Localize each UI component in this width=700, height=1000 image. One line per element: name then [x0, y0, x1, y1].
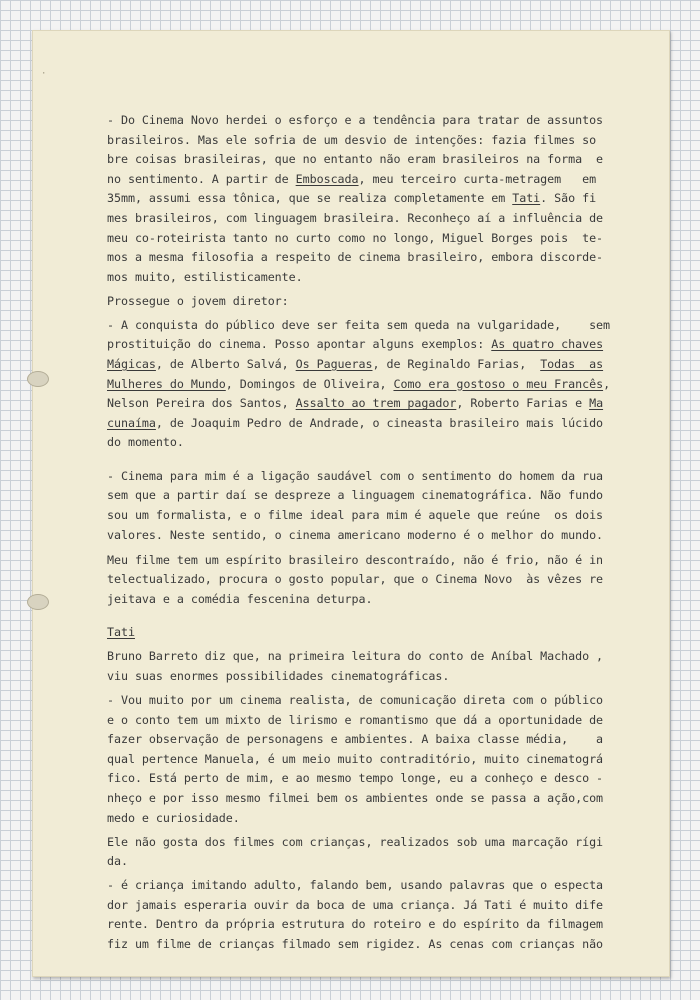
- text-run: 35mm, assumi essa tônica, que se realiza completamente em: [107, 191, 513, 206]
- text-line: [107, 316, 627, 336]
- text-run: dor jamais esperaria ouvir da boca de uma criança. Já Tati é muito dife: [107, 897, 604, 912]
- text-line: [107, 131, 627, 151]
- paragraph: [107, 833, 627, 872]
- text-line: [107, 248, 627, 268]
- text-run: Bruno Barreto diz que, na primeira leitura do conto de Aníbal Machado ,: [107, 649, 604, 664]
- text-line: [107, 268, 627, 288]
- text-line: [107, 570, 627, 590]
- text-run: meu co-roteirista tanto no curto como no longo, Miguel Borges pois te-: [107, 230, 604, 245]
- text-line: [107, 467, 627, 487]
- text-run: telectualizado, procura o gosto popular, que o Cinema Novo às vêzes re: [107, 572, 604, 587]
- text-run: nheço e por isso mesmo filmei bem os ambientes onde se passa a ação,com: [107, 790, 604, 805]
- text-line: [107, 876, 627, 896]
- paragraph: [107, 111, 627, 287]
- text-run: medo e curiosidade.: [107, 810, 240, 825]
- text-line: [107, 375, 627, 395]
- text-line: [107, 170, 627, 190]
- text-run: fico. Está perto de mim, e ao mesmo tempo longe, eu a conheço e desco -: [107, 771, 604, 786]
- text-run: e o conto tem um mixto de lirismo e romantismo que dá a oportunidade de: [107, 712, 604, 727]
- text-line: [107, 292, 627, 312]
- text-run: qual pertence Manuela, é um meio muito contraditório, muito cinematográ: [107, 751, 604, 766]
- text-run: prostituição do cinema. Posso apontar alguns exemplos:: [107, 337, 492, 352]
- underlined-title: Os Pagueras: [295, 356, 373, 371]
- text-run: viu suas enormes possibilidades cinematográficas.: [107, 669, 450, 683]
- text-run: brasileiros. Mas ele sofria de um desvio de intenções: fazia filmes so: [107, 132, 597, 147]
- punch-hole: [27, 371, 49, 387]
- text-run: bre coisas brasileiras, que no entanto não eram brasileiros na forma e: [107, 152, 604, 167]
- text-line: [107, 355, 627, 375]
- paragraph: [107, 876, 627, 954]
- text-run: - Do Cinema Novo herdei o esforço e a tendência para tratar de assuntos: [107, 113, 604, 127]
- underlined-title: Tati: [512, 191, 541, 206]
- text-run: - A conquista do público deve ser feita sem queda na vulgaridade, sem: [107, 317, 611, 332]
- text-line: [107, 526, 627, 546]
- text-line: [107, 667, 627, 687]
- section-heading: Tati: [107, 625, 135, 640]
- text-line: [107, 189, 627, 209]
- punch-hole: [27, 594, 49, 610]
- text-line: [107, 769, 627, 789]
- underlined-title: Assalto ao trem pagador: [295, 396, 457, 411]
- text-line: [107, 394, 627, 414]
- text-run: Nelson Pereira dos Santos,: [107, 396, 296, 411]
- text-run: fiz um filme de crianças filmado sem rigidez. As cenas com crianças não: [107, 936, 604, 951]
- corner-mark: ·: [41, 69, 47, 79]
- text-run: mos a mesma filosofia a respeito de cinema brasileiro, embora discorde-: [107, 250, 604, 265]
- text-run: mes brasileiros, com linguagem brasileira. Reconheço aí a influência de: [107, 210, 604, 225]
- text-run: sem que a partir daí se despreze a linguagem cinematográfica. Não fundo: [107, 488, 604, 503]
- text-run: Meu filme tem um espírito brasileiro descontraído, não é frio, não é in: [107, 552, 604, 567]
- paper-sheet: [32, 30, 670, 977]
- text-run: do momento.: [107, 435, 184, 450]
- text-run: fazer observação de personagens e ambientes. A baixa classe média, a: [107, 732, 604, 747]
- underlined-title: Ma: [589, 396, 604, 411]
- underlined-title: cunaíma: [107, 415, 156, 430]
- text-line: [107, 551, 627, 571]
- text-run: . São fi: [540, 191, 597, 206]
- text-run: , de Alberto Salvá,: [155, 356, 296, 371]
- paragraph: [107, 691, 627, 828]
- text-line: [107, 691, 627, 711]
- text-line: [107, 209, 627, 229]
- text-run: , de Joaquim Pedro de Andrade, o cineasta brasileiro mais lúcido: [155, 415, 604, 430]
- text-line: [107, 750, 627, 770]
- text-run: rente. Dentro da própria estrutura do roteiro e do espírito da filmagem: [107, 917, 604, 932]
- paragraph: [107, 647, 627, 686]
- typewritten-text: [107, 111, 627, 954]
- text-line: [107, 809, 627, 829]
- text-line: [107, 506, 627, 526]
- paragraph: [107, 292, 627, 312]
- text-run: sou um formalista, e o filme ideal para mim é aquele que reúne os dois: [107, 508, 604, 523]
- text-run: , de Reginaldo Farias,: [372, 356, 541, 371]
- text-run: Ele não gosta dos filmes com crianças, realizados sob uma marcação rígi: [107, 834, 604, 849]
- text-run: - Vou muito por um cinema realista, de comunicação direta com o público: [107, 692, 604, 707]
- text-line: [107, 935, 627, 955]
- text-run: - é criança imitando adulto, falando bem, usando palavras que o especta: [107, 878, 604, 893]
- text-line: [107, 896, 627, 916]
- underlined-title: Mágicas: [107, 356, 156, 371]
- text-run: jeitava e a comédia fescenina deturpa.: [107, 591, 373, 606]
- paragraph: [107, 316, 627, 453]
- underlined-title: Como era gostoso o meu Francês: [393, 376, 604, 391]
- text-line: [107, 789, 627, 809]
- text-line: [107, 730, 627, 750]
- underlined-title: Mulheres do Mundo: [107, 376, 226, 391]
- text-line: [107, 111, 627, 131]
- text-line: [107, 852, 627, 872]
- text-line: [107, 150, 627, 170]
- text-run: ,: [603, 376, 611, 391]
- text-run: no sentimento. A partir de: [107, 171, 296, 186]
- text-line: [107, 915, 627, 935]
- text-run: mos muito, estilisticamente.: [107, 269, 303, 284]
- underlined-title: Emboscada: [295, 171, 359, 186]
- text-run: Prossegue o jovem diretor:: [107, 293, 289, 308]
- paragraph: [107, 467, 627, 545]
- text-line: [107, 486, 627, 506]
- text-line: [107, 229, 627, 249]
- text-run: , Domingos de Oliveira,: [225, 376, 394, 391]
- underlined-title: Todas as: [540, 356, 604, 371]
- paragraph: [107, 551, 627, 610]
- text-line: [107, 433, 627, 453]
- text-run: , meu terceiro curta-metragem em: [358, 171, 597, 186]
- text-run: da.: [107, 854, 128, 869]
- text-line: [107, 711, 627, 731]
- text-line: [107, 335, 627, 355]
- text-line: [107, 647, 627, 667]
- text-line: [107, 833, 627, 853]
- underlined-title: As quatro chaves: [491, 337, 604, 352]
- text-run: - Cinema para mim é a ligação saudável com o sentimento do homem da rua: [107, 468, 604, 483]
- text-run: valores. Neste sentido, o cinema americano moderno é o melhor do mundo.: [107, 527, 604, 542]
- text-run: , Roberto Farias e: [456, 396, 590, 411]
- text-line: [107, 414, 627, 434]
- text-line: [107, 590, 627, 610]
